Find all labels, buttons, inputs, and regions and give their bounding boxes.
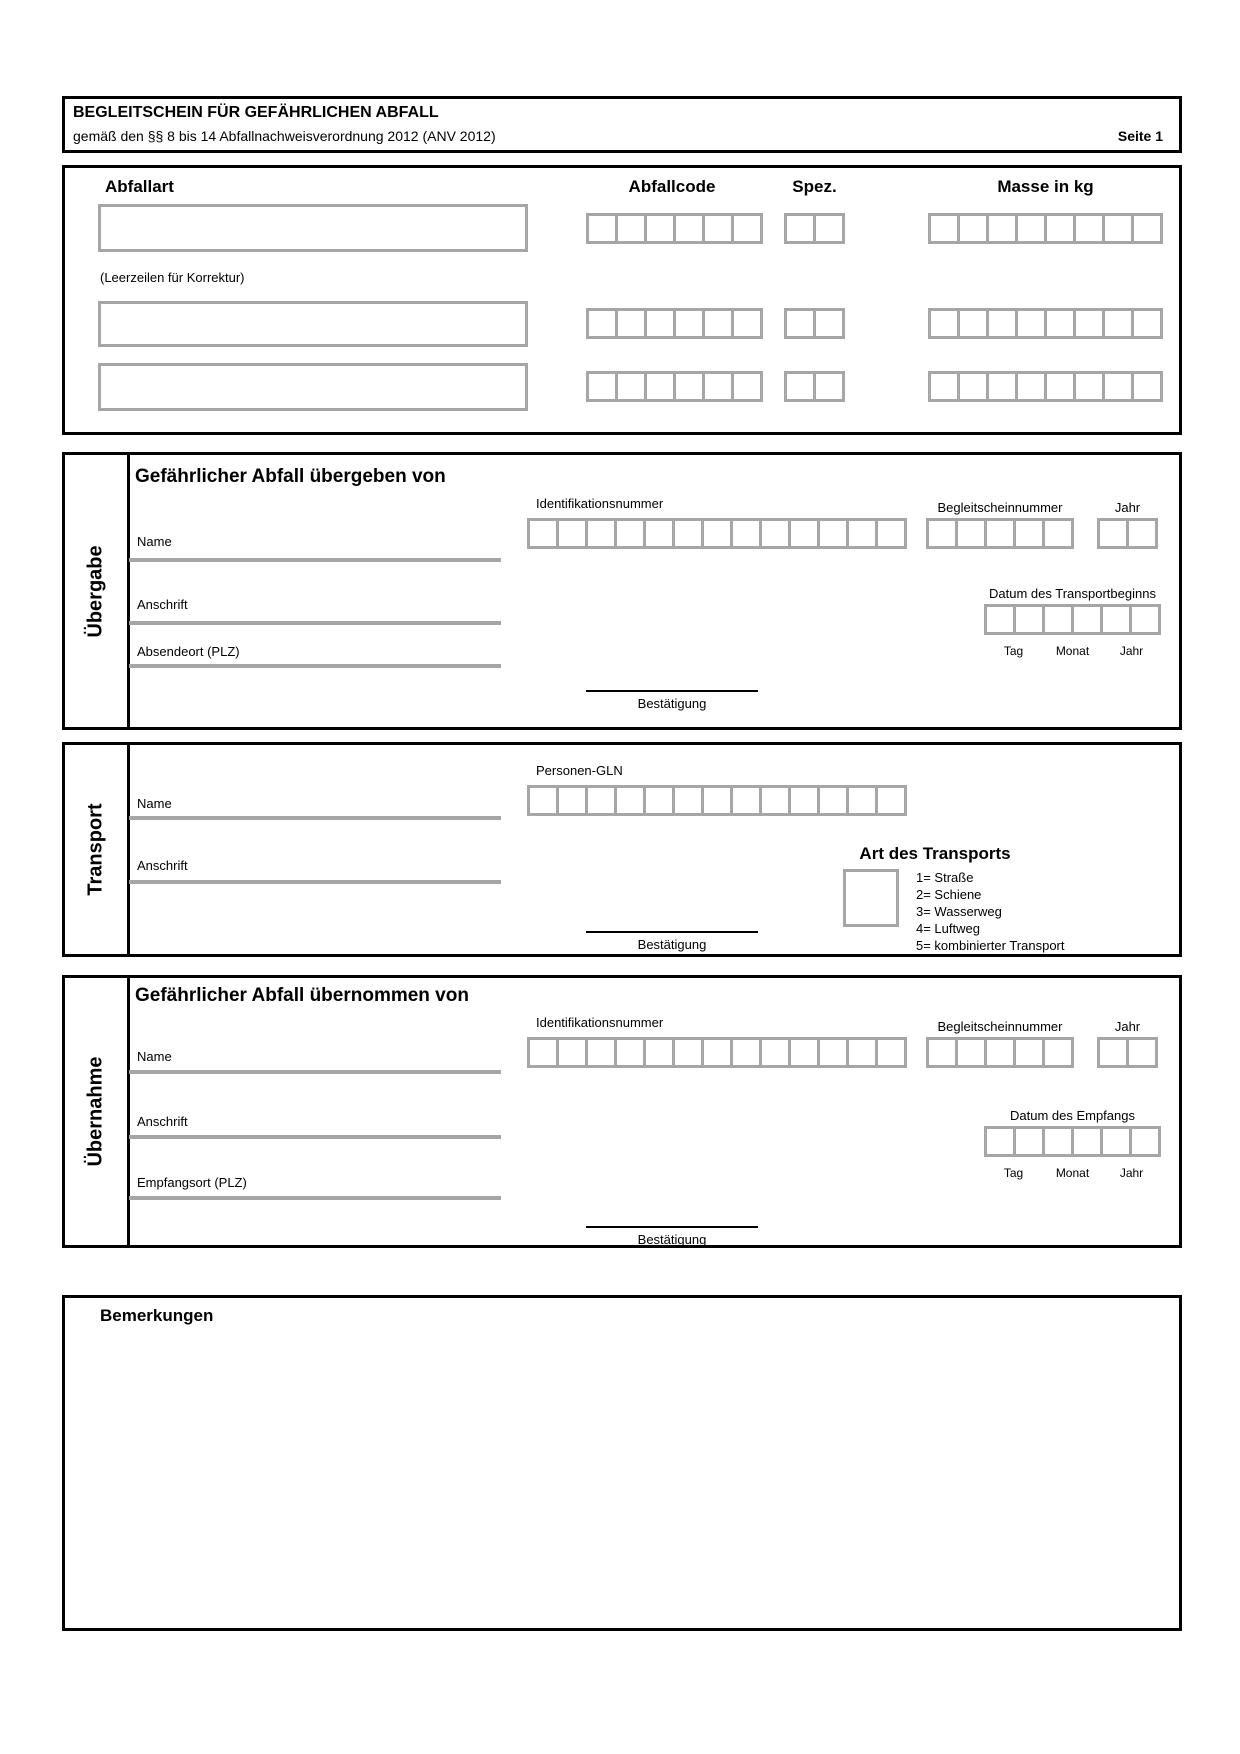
- form-cell[interactable]: [701, 1040, 730, 1065]
- header-box: [62, 96, 1182, 153]
- form-cell[interactable]: [673, 216, 702, 241]
- form-cell[interactable]: [817, 1040, 846, 1065]
- form-cell[interactable]: [875, 788, 904, 813]
- form-cell[interactable]: [957, 374, 986, 399]
- form-cell[interactable]: [984, 521, 1013, 546]
- transport-anschrift-label: Anschrift: [137, 858, 188, 873]
- form-cell[interactable]: [817, 521, 846, 546]
- masse-cells-row-3[interactable]: [928, 371, 1163, 402]
- uebergabe-name-label: Name: [137, 534, 172, 549]
- abfallart-input-row-3[interactable]: [98, 363, 528, 411]
- transport-side-label: Transport: [84, 803, 107, 896]
- form-title: BEGLEITSCHEIN FÜR GEFÄHRLICHEN ABFALL: [73, 104, 439, 121]
- uebergabe-id-label: Identifikationsnummer: [536, 496, 664, 511]
- form-cell[interactable]: [984, 1040, 1013, 1065]
- form-cell[interactable]: [614, 521, 643, 546]
- masse-cells-row-2[interactable]: [928, 308, 1163, 339]
- form-cell[interactable]: [1015, 374, 1044, 399]
- uebergabe-day-labels: [984, 644, 1161, 658]
- form-cell[interactable]: [556, 788, 585, 813]
- form-cell[interactable]: [556, 1040, 585, 1065]
- waste-section: [62, 165, 1182, 435]
- abfallart-input-row-1[interactable]: [98, 204, 528, 252]
- form-cell[interactable]: [589, 216, 615, 241]
- form-cell[interactable]: [673, 374, 702, 399]
- form-cell[interactable]: [986, 216, 1015, 241]
- form-cell[interactable]: [1131, 216, 1160, 241]
- form-cell[interactable]: [702, 216, 731, 241]
- form-cell[interactable]: [787, 216, 813, 241]
- form-cell[interactable]: [1073, 216, 1102, 241]
- transport-name-field[interactable]: [129, 816, 501, 820]
- uebergabe-monat-label: Monat: [1055, 644, 1090, 658]
- transport-art-option-4: 4= Luftweg: [916, 921, 980, 936]
- transport-bestaetigung-line[interactable]: [586, 931, 758, 933]
- form-subtitle: gemäß den §§ 8 bis 14 Abfallnachweisverordnung 2012 (ANV 2012): [73, 128, 496, 144]
- form-cell[interactable]: [644, 374, 673, 399]
- uebernahme-monat-label: Monat: [1055, 1166, 1090, 1180]
- form-cell[interactable]: [615, 216, 644, 241]
- uebernahme-empfangsort-field[interactable]: [129, 1196, 501, 1200]
- form-cell[interactable]: [1044, 311, 1073, 336]
- form-cell[interactable]: [931, 216, 957, 241]
- form-cell[interactable]: [1131, 374, 1160, 399]
- bemerkungen-title: Bemerkungen: [100, 1306, 214, 1325]
- form-cell[interactable]: [730, 521, 759, 546]
- form-cell[interactable]: [1131, 311, 1160, 336]
- form-cell[interactable]: [1042, 1040, 1071, 1065]
- form-cell[interactable]: [1129, 607, 1158, 632]
- uebergabe-id-cells[interactable]: [527, 518, 907, 549]
- uebergabe-bestaetigung-label: Bestätigung: [637, 696, 707, 711]
- form-cell[interactable]: [1071, 1129, 1100, 1154]
- form-cell[interactable]: [955, 1040, 984, 1065]
- form-cell[interactable]: [731, 216, 760, 241]
- form-cell[interactable]: [1044, 216, 1073, 241]
- form-cell[interactable]: [759, 788, 788, 813]
- form-cell[interactable]: [731, 311, 760, 336]
- uebernahme-bestaetigung-label: Bestätigung: [637, 1232, 707, 1247]
- uebernahme-datum-label: Datum des Empfangs: [1009, 1108, 1135, 1123]
- form-cell[interactable]: [987, 1129, 1013, 1154]
- transport-art-option-1: 1= Straße: [916, 870, 974, 885]
- form-cell[interactable]: [1042, 521, 1071, 546]
- abfallcode-cells-row-1[interactable]: [586, 213, 763, 244]
- form-cell[interactable]: [1042, 607, 1071, 632]
- uebergabe-side-strip: [65, 455, 127, 727]
- form-cell[interactable]: [672, 788, 701, 813]
- uebergabe-jahr-cells[interactable]: [1097, 518, 1158, 549]
- form-cell[interactable]: [955, 521, 984, 546]
- uebernahme-id-label: Identifikationsnummer: [536, 1015, 664, 1030]
- form-cell[interactable]: [759, 1040, 788, 1065]
- form-cell[interactable]: [986, 311, 1015, 336]
- form-cell[interactable]: [1013, 1040, 1042, 1065]
- form-cell[interactable]: [1071, 607, 1100, 632]
- form-cell[interactable]: [1126, 1040, 1155, 1065]
- spez-cells-row-3[interactable]: [784, 371, 845, 402]
- spez-cells-row-1[interactable]: [784, 213, 845, 244]
- form-cell[interactable]: [1102, 311, 1131, 336]
- form-cell[interactable]: [929, 1040, 955, 1065]
- abfallcode-header: Abfallcode: [628, 177, 716, 196]
- uebernahme-empfangsort-label: Empfangsort (PLZ): [137, 1175, 247, 1190]
- abfallart-input-row-2[interactable]: [98, 301, 528, 347]
- form-cell[interactable]: [875, 1040, 904, 1065]
- form-cell[interactable]: [986, 374, 1015, 399]
- form-cell[interactable]: [1102, 216, 1131, 241]
- uebernahme-datum-cells[interactable]: [984, 1126, 1161, 1157]
- uebernahme-jahr-small-label: Jahr: [1119, 1166, 1144, 1180]
- form-cell[interactable]: [673, 311, 702, 336]
- uebernahme-id-cells[interactable]: [527, 1037, 907, 1068]
- form-cell[interactable]: [931, 311, 957, 336]
- form-cell[interactable]: [1100, 1040, 1126, 1065]
- form-cell[interactable]: [957, 311, 986, 336]
- form-cell[interactable]: [929, 521, 955, 546]
- form-cell[interactable]: [615, 374, 644, 399]
- form-cell[interactable]: [813, 311, 842, 336]
- uebernahme-anschrift-label: Anschrift: [137, 1114, 188, 1129]
- spez-header: Spez.: [792, 177, 837, 196]
- uebernahme-day-labels: [984, 1166, 1161, 1180]
- form-cell[interactable]: [530, 521, 556, 546]
- form-cell[interactable]: [1102, 374, 1131, 399]
- form-cell[interactable]: [589, 374, 615, 399]
- form-cell[interactable]: [788, 1040, 817, 1065]
- form-cell[interactable]: [730, 1040, 759, 1065]
- abfallcode-cells-row-2[interactable]: [586, 308, 763, 339]
- uebergabe-bestaetigung-line[interactable]: [586, 690, 758, 692]
- form-cell[interactable]: [643, 521, 672, 546]
- abfallcode-cells-row-3[interactable]: [586, 371, 763, 402]
- form-cell[interactable]: [1015, 216, 1044, 241]
- form-cell[interactable]: [730, 788, 759, 813]
- form-cell[interactable]: [957, 216, 986, 241]
- form-cell[interactable]: [585, 788, 614, 813]
- form-cell[interactable]: [585, 521, 614, 546]
- uebernahme-tag-label: Tag: [1003, 1166, 1024, 1180]
- form-cell[interactable]: [817, 788, 846, 813]
- form-cell[interactable]: [787, 374, 813, 399]
- uebernahme-divider: [127, 978, 130, 1245]
- form-cell[interactable]: [614, 788, 643, 813]
- form-cell[interactable]: [787, 311, 813, 336]
- form-cell[interactable]: [1013, 607, 1042, 632]
- transport-section: [62, 742, 1182, 957]
- transport-side-strip: [65, 745, 127, 954]
- page-number: Seite 1: [1117, 128, 1163, 144]
- form-cell[interactable]: [731, 374, 760, 399]
- form-cell[interactable]: [644, 216, 673, 241]
- masse-header: Masse in kg: [997, 177, 1094, 196]
- form-cell[interactable]: [701, 521, 730, 546]
- form-cell[interactable]: [530, 1040, 556, 1065]
- uebergabe-divider: [127, 455, 130, 727]
- uebernahme-name-field[interactable]: [129, 1070, 501, 1074]
- form-cell[interactable]: [701, 788, 730, 813]
- uebergabe-absendeort-field[interactable]: [129, 664, 501, 668]
- uebergabe-jahr-small-label: Jahr: [1119, 644, 1144, 658]
- transport-art-option-2: 2= Schiene: [916, 887, 982, 902]
- uebergabe-begleitschein-cells[interactable]: [926, 518, 1074, 549]
- uebernahme-section: [62, 975, 1182, 1248]
- form-cell[interactable]: [672, 521, 701, 546]
- form-cell[interactable]: [702, 311, 731, 336]
- form-cell[interactable]: [614, 1040, 643, 1065]
- uebernahme-side-strip: [65, 978, 127, 1245]
- form-cell[interactable]: [1013, 1129, 1042, 1154]
- uebernahme-begleitschein-cells[interactable]: [926, 1037, 1074, 1068]
- uebernahme-jahr-cells[interactable]: [1097, 1037, 1158, 1068]
- form-cell[interactable]: [556, 521, 585, 546]
- transport-name-label: Name: [137, 796, 172, 811]
- form-cell[interactable]: [846, 1040, 875, 1065]
- transport-anschrift-field[interactable]: [129, 880, 501, 884]
- form-cell[interactable]: [672, 1040, 701, 1065]
- spez-cells-row-2[interactable]: [784, 308, 845, 339]
- form-cell[interactable]: [788, 788, 817, 813]
- form-cell[interactable]: [585, 1040, 614, 1065]
- form-cell[interactable]: [643, 1040, 672, 1065]
- form-cell[interactable]: [1042, 1129, 1071, 1154]
- form-cell[interactable]: [1100, 521, 1126, 546]
- transport-art-title: Art des Transports: [859, 844, 1011, 863]
- transport-gln-label: Personen-GLN: [536, 763, 623, 778]
- uebergabe-datum-cells[interactable]: [984, 604, 1161, 635]
- uebergabe-name-field[interactable]: [129, 558, 501, 562]
- form-cell[interactable]: [1129, 1129, 1158, 1154]
- form-cell[interactable]: [644, 311, 673, 336]
- form-cell[interactable]: [987, 607, 1013, 632]
- form-cell[interactable]: [1126, 521, 1155, 546]
- transport-art-option-5: 5= kombinierter Transport: [916, 938, 1065, 953]
- transport-gln-cells[interactable]: [527, 785, 907, 816]
- form-cell[interactable]: [615, 311, 644, 336]
- form-cell[interactable]: [702, 374, 731, 399]
- uebernahme-bestaetigung-line[interactable]: [586, 1226, 758, 1228]
- uebergabe-tag-label: Tag: [1003, 644, 1024, 658]
- uebernahme-anschrift-field[interactable]: [129, 1135, 501, 1139]
- form-cell[interactable]: [875, 521, 904, 546]
- form-cell[interactable]: [846, 521, 875, 546]
- uebergabe-side-label: Übergabe: [84, 544, 107, 638]
- masse-cells-row-1[interactable]: [928, 213, 1163, 244]
- uebergabe-datum-label: Datum des Transportbeginns: [989, 586, 1156, 601]
- uebernahme-title: Gefährlicher Abfall übernommen von: [135, 985, 469, 1006]
- form-cell[interactable]: [1100, 607, 1129, 632]
- form-cell[interactable]: [813, 374, 842, 399]
- form-cell[interactable]: [1013, 521, 1042, 546]
- uebergabe-absendeort-label: Absendeort (PLZ): [137, 644, 240, 659]
- bemerkungen-section[interactable]: [62, 1295, 1182, 1631]
- uebergabe-begleitschein-label: Begleitscheinnummer: [937, 500, 1063, 515]
- transport-divider: [127, 745, 130, 954]
- transport-art-legend: [916, 869, 1064, 954]
- form-cell[interactable]: [788, 521, 817, 546]
- form-cell[interactable]: [1073, 374, 1102, 399]
- form-cell[interactable]: [813, 216, 842, 241]
- form-cell[interactable]: [643, 788, 672, 813]
- form-cell[interactable]: [1100, 1129, 1129, 1154]
- uebernahme-begleitschein-label: Begleitscheinnummer: [937, 1019, 1063, 1034]
- uebernahme-side-label: Übernahme: [84, 1056, 107, 1167]
- uebergabe-jahr-label: Jahr: [1114, 500, 1141, 515]
- uebergabe-anschrift-field[interactable]: [129, 621, 501, 625]
- korrektur-note: (Leerzeilen für Korrektur): [100, 270, 245, 285]
- form-cell[interactable]: [1073, 311, 1102, 336]
- form-cell[interactable]: [589, 311, 615, 336]
- uebernahme-jahr-label: Jahr: [1114, 1019, 1141, 1034]
- form-cell[interactable]: [846, 788, 875, 813]
- transport-art-box[interactable]: [843, 869, 899, 927]
- transport-art-option-3: 3= Wasserweg: [916, 904, 1002, 919]
- form-cell[interactable]: [530, 788, 556, 813]
- uebergabe-anschrift-label: Anschrift: [137, 597, 188, 612]
- form-cell[interactable]: [1015, 311, 1044, 336]
- abfallart-header: Abfallart: [105, 177, 174, 196]
- form-cell[interactable]: [1044, 374, 1073, 399]
- transport-bestaetigung-label: Bestätigung: [637, 937, 707, 952]
- form-cell[interactable]: [759, 521, 788, 546]
- uebergabe-title: Gefährlicher Abfall übergeben von: [135, 466, 446, 487]
- uebernahme-name-label: Name: [137, 1049, 172, 1064]
- uebergabe-section: [62, 452, 1182, 730]
- form-cell[interactable]: [931, 374, 957, 399]
